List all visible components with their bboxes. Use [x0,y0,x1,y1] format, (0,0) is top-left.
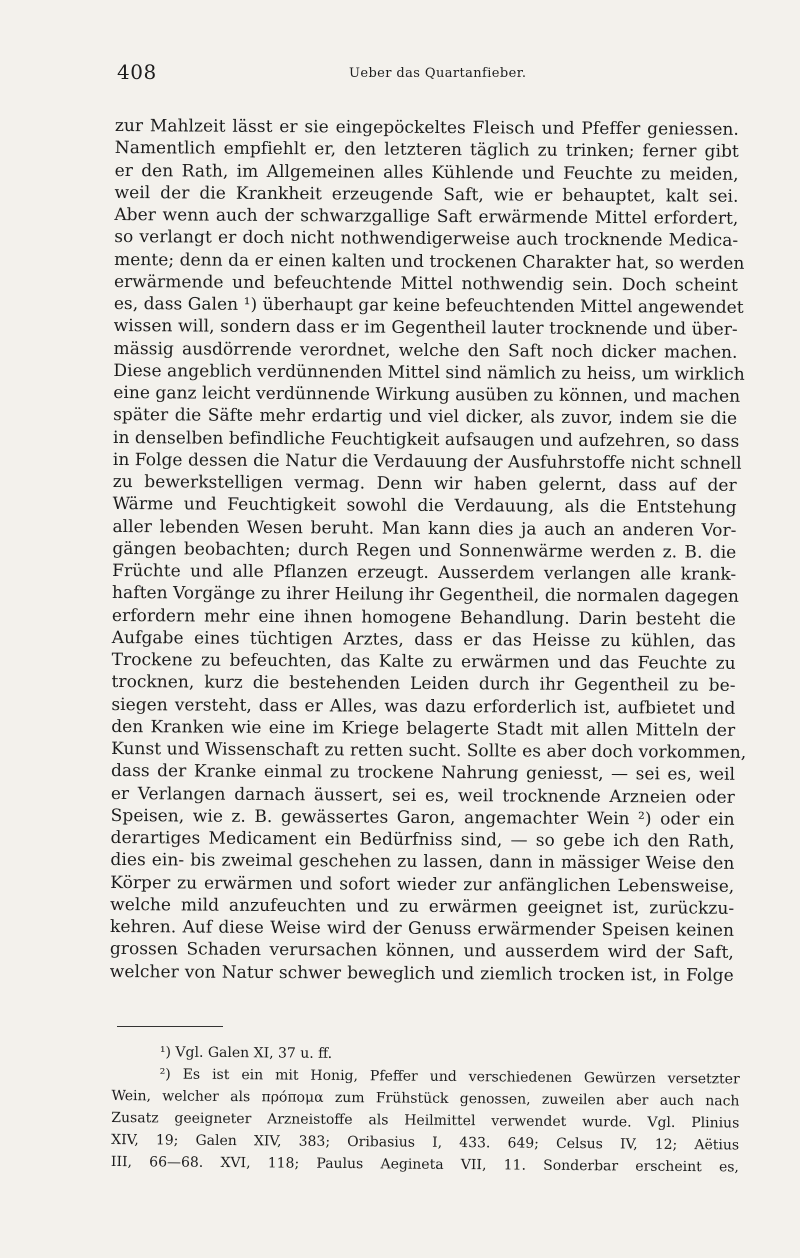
body-line: haften Vorgänge zu ihrer Heilung ihr Gegentheil, die normalen dagegen [112,583,739,608]
body-line: siegen versteht, dass er Alles, was dazu erforderlich ist, aufbietet und [111,694,736,719]
body-line: Aber wenn auch der schwarzgallige Saft erwärmende Mittel erfordert, [114,204,739,229]
body-line: zur Mahlzeit lässt er sie eingepöckeltes Fleisch und Pfeffer geniessen. [114,115,739,140]
body-line: den Kranken wie eine im Kriege belagerte Stadt mit allen Mitteln der [111,716,736,741]
body-line: grossen Schaden verursachen können, und ausserdem wird der Saft, [109,939,734,964]
body-line: dass der Kranke einmal zu trockene Nahrung geniesst, — sei es, weil [110,761,736,786]
body-line: erwärmende und befeuchtende Mittel nothwendig sein. Doch scheint [113,271,739,296]
body-line: in Folge dessen die Natur die Verdauung der Ausfuhrstoffe nicht schnell [112,449,742,474]
body-line: Diese angeblich verdünnenden Mittel sind nämlich zu heiss, um wirklich [113,360,745,385]
body-line: in denselben befindliche Feuchtigkeit aufsaugen und aufzehren, so dass [112,427,740,452]
body-line: weil der die Krankheit erzeugende Saft, wie er behauptet, kalt sei. [114,182,739,207]
footnote-line: Zusatz geeigneter Arzneistoffe als Heilmittel verwendet wurde. Vgl. Plinius [111,1109,740,1132]
body-line: wissen will, sondern dass er im Gegentheil lauter trocknende und über- [113,316,738,341]
body-line: es, dass Galen ¹) überhaupt gar keine befeuchtenden Mittel angewendet [113,293,744,318]
body-line: derartiges Medicament ein Bedürfniss sind, — so gebe ich den Rath, [110,827,735,852]
footnote-rule [117,1026,223,1027]
body-line: Speisen, wie z. B. gewässertes Garon, angemachter Wein ²) oder ein [110,805,735,830]
body-line: welche mild anzufeuchten und zu erwärmen geeignet ist, zurückzu- [110,894,735,919]
body-line: dies ein- bis zweimal geschehen zu lassen, dann in mässiger Weise den [110,850,735,875]
body-line: eine ganz leicht verdünnende Wirkung ausüben zu können, und machen [113,382,741,407]
body-line: kehren. Auf diese Weise wird der Genuss erwärmender Speisen keinen [109,916,735,941]
body-line: Aufgabe eines tüchtigen Arztes, dass er das Heisse zu kühlen, das [111,627,736,652]
body-line: Wärme und Feuchtigkeit sowohl die Verdauung, als die Entstehung [112,494,737,519]
footnote-line: Wein, welcher als πρόπομα zum Frühstück genossen, zuweilen aber auch nach [111,1087,740,1110]
body-line: welcher von Natur schwer beweglich und ziemlich trocken ist, in Folge [109,961,734,986]
body-line: so verlangt er doch nicht nothwendigerweise auch trocknende Medica- [114,227,739,252]
body-line: Trockene zu befeuchten, das Kalte zu erwärmen und das Feuchte zu [111,649,736,674]
running-head: Ueber das Quartanfieber. [349,66,527,81]
footnote-line: ²) Es ist ein mit Honig, Pfeffer und verschiedenen Gewürzen versetzter [159,1066,740,1088]
body-line: trocknen, kurz die bestehenden Leiden durch ihr Gegentheil zu be- [111,672,736,697]
body-line: gängen beobachten; durch Regen und Sonnenwärme werden z. B. die [112,538,737,563]
body-line: mente; denn da er einen kalten und trockenen Charakter hat, so werden [114,249,745,274]
body-line: erfordern mehr eine ihnen homogene Behandlung. Darin besteht die [111,605,736,630]
footnotes [111,1041,740,1178]
body-line: Körper zu erwärmen und sofort wieder zur anfänglichen Lebensweise, [110,872,735,897]
footnote-line: III, 66—68. XVI, 118; Paulus Aegineta VII, 11. Sonderbar erscheint es, [110,1153,739,1176]
body-line: zu bewerkstelligen vermag. Denn wir haben gelernt, dass auf der [112,471,737,496]
body-text [109,115,747,987]
body-line: aller lebenden Wesen beruht. Man kann dies ja auch an anderen Vor- [112,516,737,541]
body-line: er den Rath, im Allgemeinen alles Kühlende und Feuchte zu meiden, [114,160,739,185]
body-line: Namentlich empfiehlt er, den letzteren täglich zu trinken; ferner gibt [114,138,739,163]
page-header [117,60,737,90]
page-number: 408 [117,60,157,84]
body-line: mässig ausdörrende verordnet, welche den Saft noch dicker machen. [113,338,738,363]
footnote-line: XIV, 19; Galen XIV, 383; Oribasius I, 433. 649; Celsus IV, 12; Aëtius [111,1131,740,1154]
footnote-line: ¹) Vgl. Galen XI, 37 u. ff. [159,1044,333,1062]
body-line: Kunst und Wissenschaft zu retten sucht. Sollte es aber doch vorkommen, [111,738,747,763]
body-line: Früchte und alle Pflanzen erzeugt. Ausserdem verlangen alle krank- [112,560,737,585]
body-line: er Verlangen darnach äussert, sei es, weil trocknende Arzneien oder [110,783,735,808]
body-line: später die Säfte mehr erdartig und viel dicker, als zuvor, indem sie die [113,405,738,430]
